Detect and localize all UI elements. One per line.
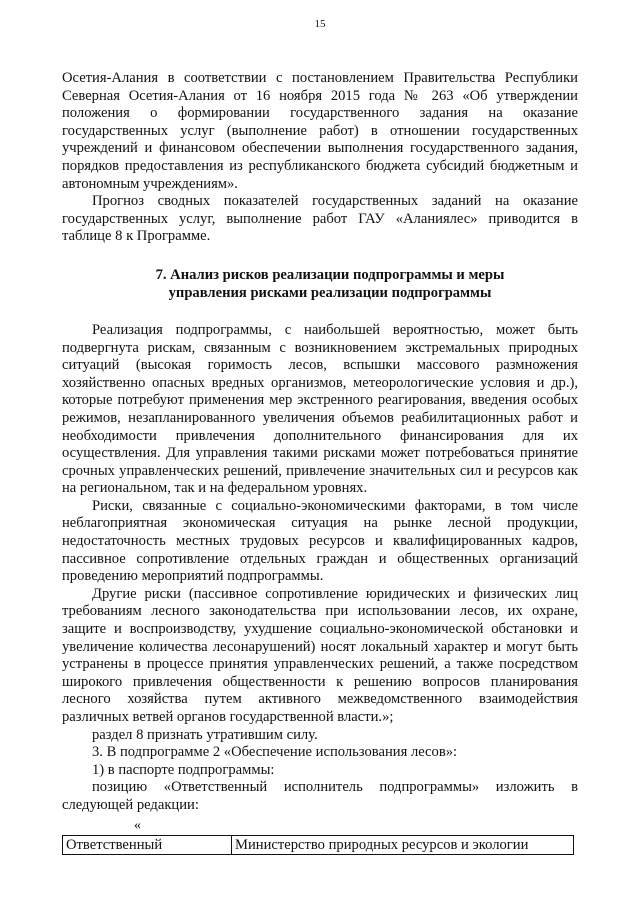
table-cell-label: Ответственный [63, 835, 232, 854]
paragraph-socioeconomic-risks: Риски, связанные с социально-экономическими факторами, в том числе неблагоприятная экономическая ситуация на рынке лесной продукции, недостаточность местных трудовых ресурсов и квалифицированных кадров, пассивное сопротивление отдельных граждан и общественных организаций проведению мероприятий подпрограммы. [62, 497, 578, 585]
passport-table [62, 835, 574, 855]
table-row [63, 835, 574, 854]
page-number: 15 [314, 18, 326, 30]
paragraph-other-risks: Другие риски (пассивное сопротивление юридических и физических лиц требованиям лесного законодательства при использовании лесов, их охране, защите и воспроизводству, ухудшение социально-экономической обстановки и увеличение количества лесонарушений) носят локальный характер и могут быть устранены в процессе принятия управленческих решений, а также посредством широкого привлечения общественности к решению вопросов планирования лесного хозяйства путем активного межведомственного взаимодействия различных ветвей органов государственной власти.»; [62, 585, 578, 725]
paragraph-forecast: Прогноз сводных показателей государственных заданий на оказание государственных услуг, выполнение работ ГАУ «Аланиялес» приводится в таблице 8 к Программе. [62, 193, 578, 245]
section-heading-line-1: 7. Анализ рисков реализации подпрограммы и меры [155, 266, 505, 283]
opening-quote: « [134, 817, 141, 833]
paragraph-subprogram-2: 3. В подпрограмме 2 «Обеспечение использования лесов»: [92, 744, 458, 761]
section-heading-line-2: управления рисками реализации подпрограммы [168, 284, 492, 301]
table-cell-value: Министерство природных ресурсов и экологии [232, 835, 574, 854]
document-body [62, 70, 578, 855]
paragraph-position: позицию «Ответственный исполнитель подпрограммы» изложить в следующей редакции: [62, 779, 578, 813]
paragraph-section-8: раздел 8 признать утратившим силу. [92, 726, 318, 743]
section-heading [62, 266, 578, 302]
paragraph-passport: 1) в паспорте подпрограммы: [92, 761, 275, 778]
paragraph-risks-intro: Реализация подпрограммы, с наибольшей вероятностью, может быть подвергнута рискам, связанным с возникновением экстремальных природных ситуаций (высокая горимость лесов, вспышки массового размножения хозяйственно опасных вредных организмов, метеорологические условия и др.), которые потребуют применения мер экстренного реагирования, введения особых режимов, незапланированного увеличения объемов реабилитационных работ и необходимости привлечения дополнительного финансирования для их осуществления. Для управления такими рисками может потребоваться принятие срочных управленческих решений, привлечение значительных сил и ресурсов как на региональном, так и на федеральном уровнях. [62, 321, 578, 497]
paragraph-continuation: Осетия-Алания в соответствии с постановлением Правительства Республики Северная Осетия-Алания от 16 ноября 2015 года № 263 «Об утверждении положения о формировании государственного задания на оказание государственных услуг (выполнение работ) в отношении государственных учреждений и финансовом обеспечении выполнения государственного задания, порядков предоставления из республиканского бюджета субсидий бюджетным и автономным учреждениям». [62, 70, 578, 192]
